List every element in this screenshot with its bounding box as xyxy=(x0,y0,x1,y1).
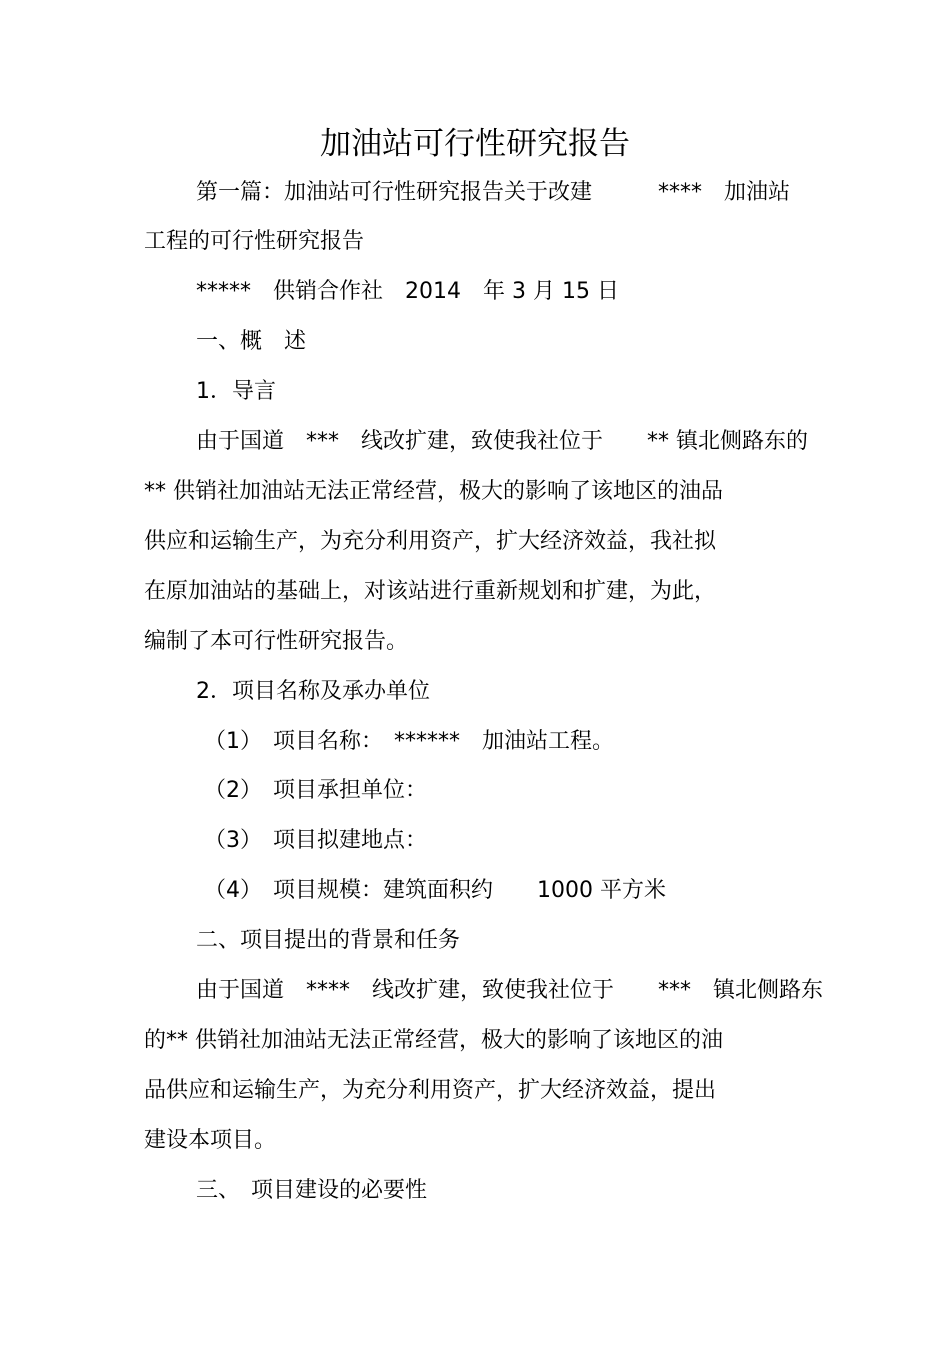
paragraph-line: 由于国道 **** 线改扩建，致使我社位于 *** 镇北侧路东 xyxy=(196,978,824,1003)
subsection-heading-1: 1．导言 xyxy=(196,379,276,404)
list-item: （3） 项目拟建地点： xyxy=(204,828,427,853)
section-heading-2: 二、项目提出的背景和任务 xyxy=(196,928,461,953)
paragraph-line: 供应和运输生产，为充分利用资产，扩大经济效益，我社拟 xyxy=(144,529,717,554)
paragraph-line: 在原加油站的基础上，对该站进行重新规划和扩建，为此， xyxy=(144,579,717,604)
section-heading-1: 一、概 述 xyxy=(196,329,307,354)
document-title: 加油站可行性研究报告 xyxy=(320,126,630,162)
author-date-line: ***** 供销合作社 2014 年 3 月 15 日 xyxy=(196,279,619,304)
section-heading-3: 三、 项目建设的必要性 xyxy=(196,1178,428,1203)
subsection-heading-2: 2．项目名称及承办单位 xyxy=(196,679,430,704)
paragraph-line: 的** 供销社加油站无法正常经营，极大的影响了该地区的油 xyxy=(144,1028,723,1053)
paragraph-line: 由于国道 *** 线改扩建，致使我社位于 ** 镇北侧路东的 xyxy=(196,429,808,454)
paragraph-line: 编制了本可行性研究报告。 xyxy=(144,629,409,654)
paragraph-line: ** 供销社加油站无法正常经营，极大的影响了该地区的油品 xyxy=(144,479,723,504)
list-item: （1） 项目名称： ****** 加油站工程。 xyxy=(204,729,614,754)
paragraph-line: 工程的可行性研究报告 xyxy=(144,229,365,254)
paragraph-line: 建设本项目。 xyxy=(144,1128,277,1153)
paragraph-line: 品供应和运输生产，为充分利用资产，扩大经济效益，提出 xyxy=(144,1078,717,1103)
list-item: （4） 项目规模：建筑面积约 1000 平方米 xyxy=(204,878,666,903)
list-item: （2） 项目承担单位： xyxy=(204,778,427,803)
paragraph-line: 第一篇：加油站可行性研究报告关于改建 **** 加油站 xyxy=(196,180,791,205)
